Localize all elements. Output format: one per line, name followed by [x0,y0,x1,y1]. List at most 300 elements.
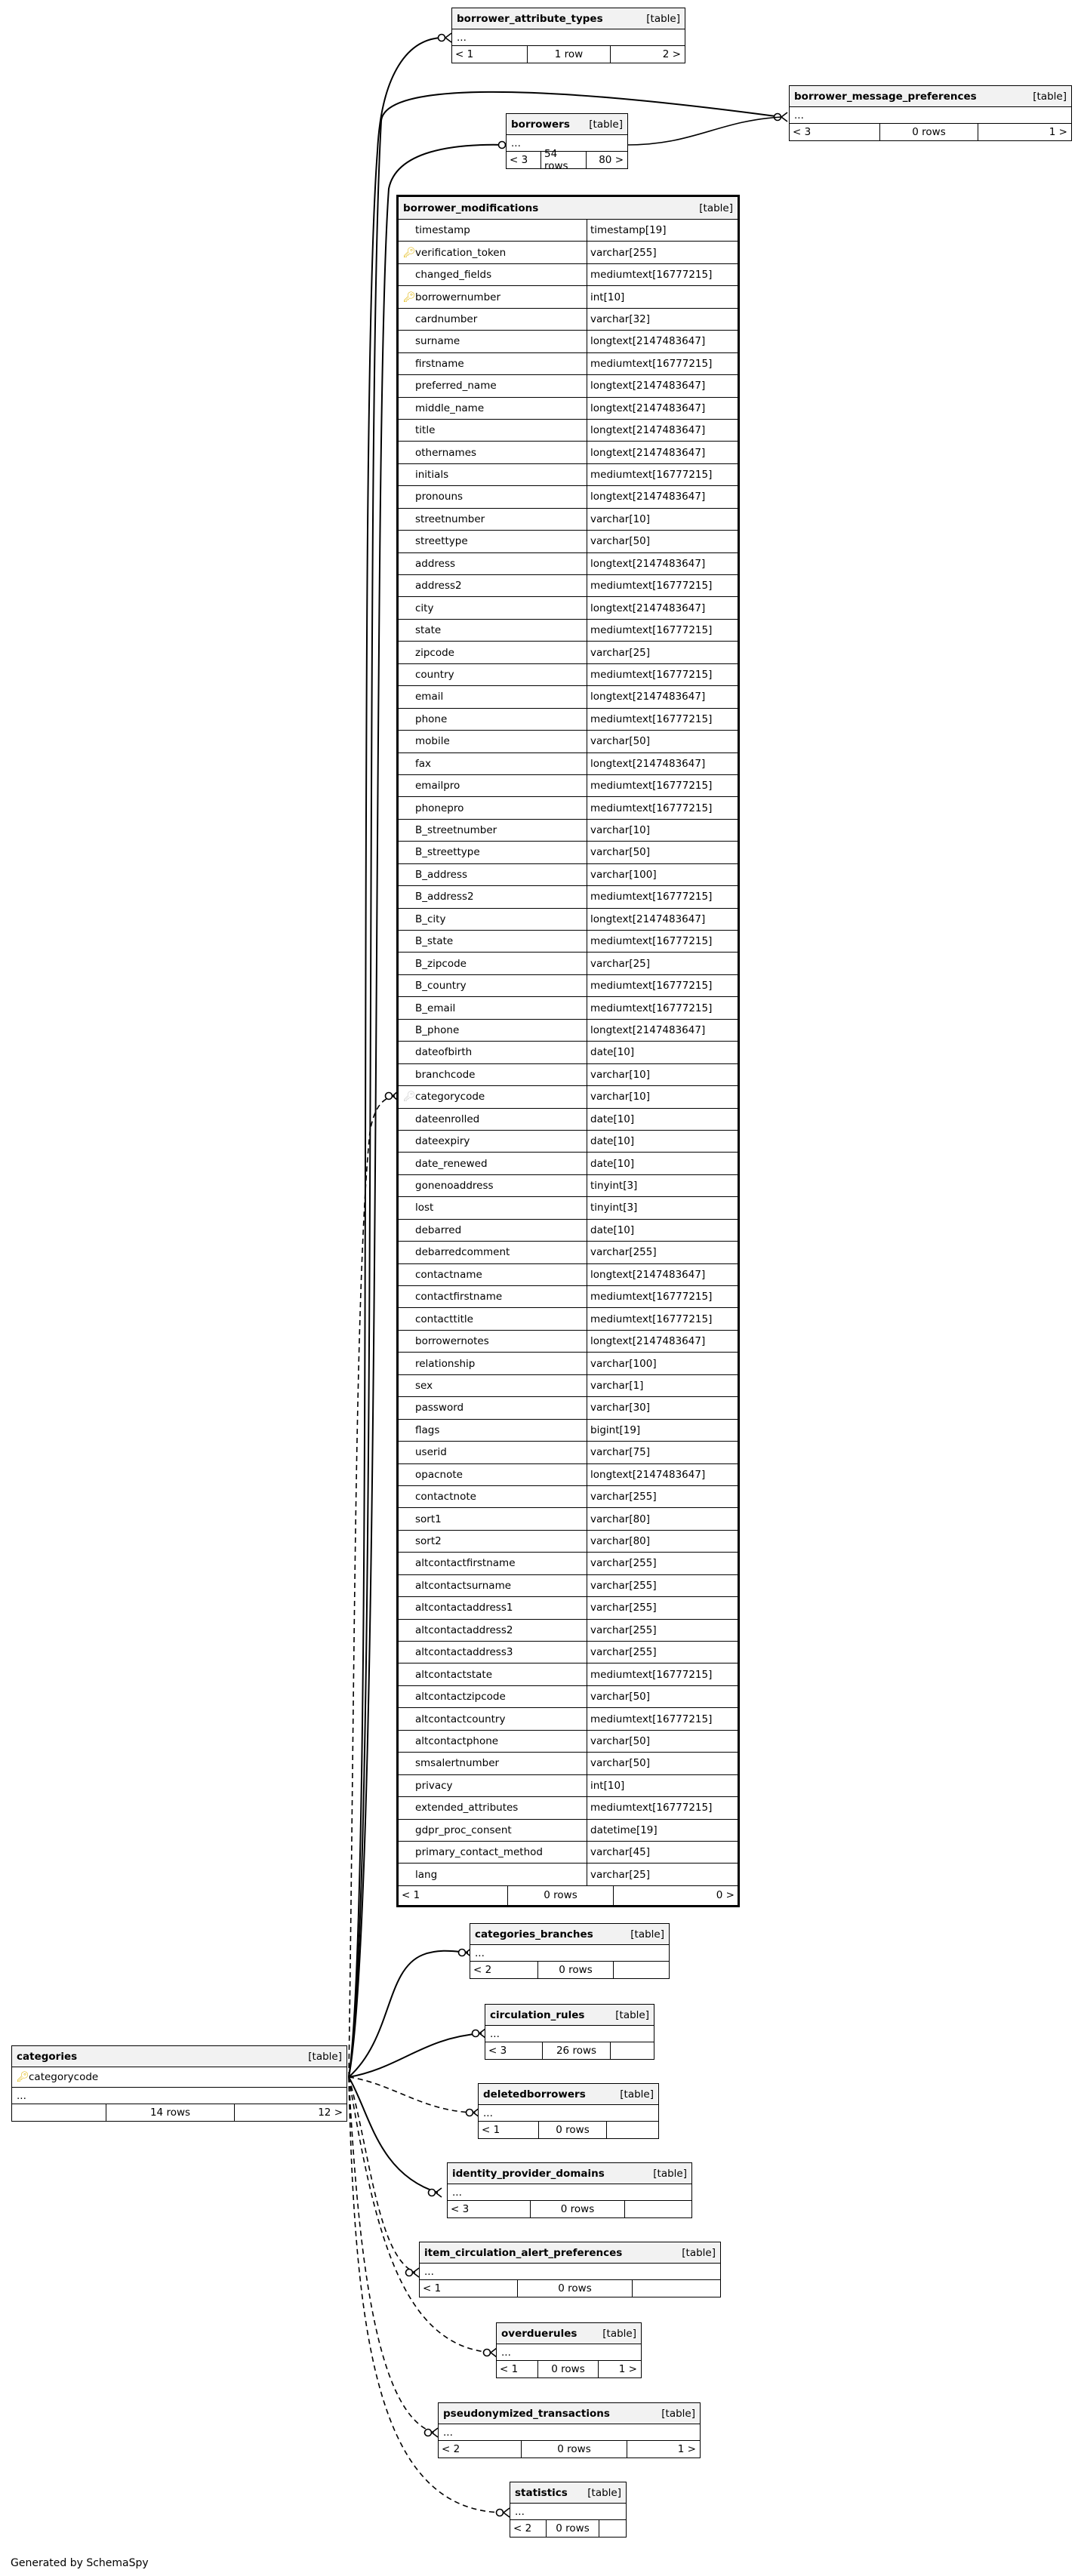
column-type: mediumtext[16777215] [590,269,713,282]
column-row [399,1420,738,1442]
table-kind: [table] [661,2407,695,2420]
column-type: varchar[255] [590,1623,657,1636]
table-footer [470,1962,669,1978]
column-name: altcontactzipcode [415,1691,506,1703]
edge-end-marker [386,1093,393,1100]
table-footer [452,46,685,63]
parents-link[interactable]: < 3 [790,124,880,140]
children-link[interactable] [625,2201,691,2217]
column-type: varchar[25] [590,957,651,970]
table-identity-provider-domains[interactable] [447,2162,692,2218]
table-header [479,2084,658,2105]
column-row [399,264,738,286]
column-type: varchar[25] [590,1868,651,1881]
table-kind: [table] [1033,90,1067,103]
column-type: varchar[50] [590,846,651,859]
column-row [399,1264,738,1286]
column-row [399,553,738,575]
column-name: contactfirstname [415,1291,503,1303]
column-type: mediumtext[16777215] [590,712,713,725]
column-name: dateexpiry [415,1135,470,1148]
column-type: timestamp[19] [590,224,667,237]
column-name: sort1 [415,1513,442,1525]
table-ellipsis: ... [12,2088,346,2104]
table-footer [497,2361,641,2377]
column-name: contactnote [415,1491,476,1503]
column-type: longtext[2147483647] [590,491,706,503]
generated-by-note: Generated by SchemaSpy [11,2557,149,2569]
column-row [399,1486,738,1508]
column-row [399,731,738,752]
column-list [399,220,738,1886]
column-type: varchar[50] [590,535,651,548]
table-statistics[interactable] [510,2482,627,2538]
column-row [399,1175,738,1197]
table-kind: [table] [587,2486,621,2499]
column-row [399,597,738,619]
parents-link[interactable]: < 3 [507,152,541,168]
row-count: 0 rows [508,1886,614,1905]
table-borrower-attribute-types[interactable] [451,8,685,63]
column-type: varchar[75] [590,1446,651,1459]
children-link[interactable]: 80 > [599,154,624,166]
table-borrowers[interactable] [506,113,628,172]
table-overduerules[interactable] [496,2322,642,2378]
children-link[interactable] [633,2280,719,2297]
column-name: B_address2 [415,891,474,903]
table-kind: [table] [653,2167,687,2180]
table-footer [448,2201,691,2217]
column-name: B_state [415,935,454,948]
column-type: varchar[10] [590,824,651,837]
column-row [399,1353,738,1374]
column-name: B_email [415,1002,456,1014]
table-categories-branches[interactable] [470,1923,670,1979]
column-name: B_zipcode [415,957,467,970]
parents-link[interactable]: < 1 [479,2122,539,2138]
column-type: varchar[100] [590,1357,657,1370]
table-name[interactable]: item_circulation_alert_preferences [424,2246,623,2259]
parents-link[interactable]: < 1 [399,1886,508,1905]
column-type: varchar[80] [590,1513,651,1525]
column-row [399,997,738,1019]
column-type: mediumtext[16777215] [590,780,713,792]
table-deletedborrowers[interactable] [478,2083,659,2139]
table-ellipsis: ... [479,2105,658,2122]
row-count: 1 row [528,46,611,63]
column-name: timestamp [415,224,470,237]
children-link[interactable]: 12 > [318,2107,343,2119]
column-row [399,1797,738,1819]
table-ellipsis: ... [485,2026,654,2042]
column-type: longtext[2147483647] [590,602,706,614]
parents-link[interactable]: < 3 [448,2201,531,2217]
edge-end-marker [429,2190,436,2196]
column-row [399,1442,738,1463]
column-type: varchar[255] [590,1579,657,1592]
column-type: date[10] [590,1157,635,1170]
column-name: altcontactsurname [415,1579,512,1592]
column-name: borrowernotes [415,1335,489,1348]
table-borrower-modifications[interactable] [396,195,740,1907]
table-name[interactable]: overduerules [501,2327,577,2340]
column-type: mediumtext[16777215] [590,1002,713,1014]
column-type: mediumtext[16777215] [590,624,713,637]
column-name: userid [415,1446,447,1459]
column-name: B_streetnumber [415,824,497,837]
column-row [399,1775,738,1797]
crowfoot [432,2428,438,2437]
column-row [399,1286,738,1308]
column-type: varchar[10] [590,1068,651,1081]
edge-end-marker [406,2270,413,2276]
table-header [448,2163,691,2184]
column-name: altcontactaddress2 [415,1623,513,1636]
column-name: B_streettype [415,846,480,859]
column-row [399,331,738,352]
column-name: opacnote [415,1468,463,1481]
column-row [399,886,738,908]
column-type: date[10] [590,1223,635,1236]
column-type: varchar[10] [590,1091,651,1103]
parents-link[interactable]: < 2 [470,1962,538,1978]
column-name: cardnumber [415,312,478,325]
table-kind: [table] [630,1928,664,1940]
table-footer [420,2280,720,2297]
edge-categories-branches [349,1951,468,2077]
row-count: 26 rows [543,2042,611,2059]
primary-key-icon: 🔑︎ [402,291,416,303]
column-type: longtext[2147483647] [590,1335,706,1348]
column-name: gonenoaddress [415,1180,494,1193]
column-row [399,797,738,819]
column-name: address2 [415,580,462,592]
column-type: mediumtext[16777215] [590,1668,713,1681]
table-footer [510,2520,626,2537]
column-row [399,486,738,508]
column-type: mediumtext[16777215] [590,980,713,993]
children-link[interactable]: 1 > [677,2443,696,2455]
column-type: varchar[255] [590,1246,657,1259]
column-name: phonepro [415,802,464,814]
column-row [399,953,738,974]
column-name: city [415,602,434,614]
table-circulation-rules[interactable] [485,2004,654,2060]
column-type: mediumtext[16777215] [590,1713,713,1725]
table-name[interactable]: deletedborrowers [483,2088,586,2101]
column-name: lost [415,1202,434,1214]
table-name[interactable]: borrower_attribute_types [457,12,603,25]
column-name: B_phone [415,1023,460,1036]
column-name: branchcode [415,1068,476,1081]
column-type: varchar[50] [590,1734,651,1747]
column-type: int[10] [590,291,625,303]
table-ellipsis: ... [439,2424,700,2441]
table-header [439,2403,700,2424]
column-type: longtext[2147483647] [590,913,706,925]
table-footer [479,2122,658,2138]
column-type: varchar[45] [590,1846,651,1859]
row-count: 0 rows [538,1962,614,1978]
parents-link[interactable]: < 1 [452,46,528,63]
table-categories[interactable] [11,2045,347,2122]
row-count: 0 rows [539,2122,607,2138]
table-footer [485,2042,654,2059]
column-row [399,1820,738,1842]
column-type: longtext[2147483647] [590,1023,706,1036]
column-type: tinyint[3] [590,1202,638,1214]
column-row [399,1220,738,1242]
parents-link[interactable]: < 1 [420,2280,518,2297]
column-name: state [415,624,442,637]
foreign-key-icon: 🔑︎ [402,1091,416,1103]
column-row [399,864,738,886]
edge-end-marker [459,1950,466,1956]
column-name: zipcode [415,646,454,659]
column-name: B_country [415,980,467,993]
column-name: altcontactfirstname [415,1557,516,1570]
table-ellipsis: ... [452,29,685,46]
children-link[interactable] [614,1962,668,1978]
column-name: B_city [415,913,446,925]
column-name: lang [415,1868,438,1881]
column-name: categorycode [415,1091,485,1103]
column-type: varchar[100] [590,868,657,881]
column-name: privacy [415,1779,453,1792]
column-type: longtext[2147483647] [590,424,706,437]
column-name: mobile [415,735,450,748]
children-link[interactable] [607,2122,658,2138]
table-kind: [table] [699,202,733,214]
table-footer [399,1886,738,1905]
table-name[interactable]: categories_branches [475,1928,593,1940]
column-row [399,1153,738,1174]
column-type: varchar[25] [590,646,651,659]
table-ellipsis: ... [497,2344,641,2361]
column-type: tinyint[3] [590,1180,638,1193]
column-row [399,1642,738,1663]
column-row [399,220,738,242]
table-ellipsis: ... [420,2264,720,2280]
column-row [399,1531,738,1553]
column-row [399,1242,738,1263]
parents-link[interactable]: < 1 [497,2361,538,2377]
column-row [399,1708,738,1730]
table-name[interactable]: identity_provider_domains [452,2167,605,2180]
column-type: longtext[2147483647] [590,691,706,703]
column-row [399,1842,738,1864]
column-row [399,242,738,263]
table-name[interactable]: borrowers [511,118,570,131]
column-name: pronouns [415,491,464,503]
column-name: smsalertnumber [415,1757,500,1770]
column-name: altcontactphone [415,1734,499,1747]
children-link[interactable] [611,2042,653,2059]
primary-key-icon: 🔑︎ [402,246,416,259]
table-header [485,2005,654,2026]
column-name: contacttitle [415,1313,473,1325]
table-borrower-message-preferences[interactable] [789,85,1072,141]
edge-end-marker [467,2110,473,2116]
column-name: categorycode [29,2071,99,2083]
column-name: country [415,668,454,681]
column-name: altcontactaddress3 [415,1646,513,1659]
crowfoot [504,2508,510,2517]
column-name: relationship [415,1357,476,1370]
column-name: altcontactcountry [415,1713,506,1725]
column-name: fax [415,757,432,770]
column-type: varchar[80] [590,1535,651,1548]
table-pseudonymized-transactions[interactable] [438,2402,701,2458]
column-type: varchar[50] [590,1757,651,1770]
table-header [420,2242,720,2264]
column-name: address [415,557,456,570]
column-name: sort2 [415,1535,442,1548]
primary-key-icon: 🔑︎ [16,2071,29,2083]
column-type: varchar[255] [590,1491,657,1503]
table-header [510,2482,626,2504]
column-type: mediumtext[16777215] [590,1291,713,1303]
row-count: 0 rows [531,2201,625,2217]
edge-end-marker [425,2430,432,2436]
column-row [399,620,738,642]
table-ellipsis: ... [790,107,1071,124]
column-row [399,1308,738,1330]
table-item-circulation-alert-preferences[interactable] [419,2242,721,2297]
column-row [399,309,738,331]
table-name[interactable]: categories [17,2050,78,2063]
column-type: mediumtext[16777215] [590,891,713,903]
parents-link[interactable] [12,2104,106,2121]
column-row [399,1375,738,1397]
column-row [399,709,738,731]
column-name: altcontactaddress1 [415,1602,513,1614]
column-row [399,353,738,375]
column-name: verification_token [415,246,507,259]
column-name: phone [415,712,448,725]
column-row [399,1597,738,1619]
column-name: B_address [415,868,468,881]
column-name: streettype [415,535,468,548]
column-type: mediumtext[16777215] [590,1313,713,1325]
column-name: contactname [415,1268,482,1281]
table-header [12,2046,346,2067]
column-row [399,664,738,686]
table-footer [12,2104,346,2121]
table-footer [790,124,1071,140]
table-ellipsis: ... [470,1945,669,1962]
column-type: longtext[2147483647] [590,557,706,570]
edge-end-marker [499,142,506,149]
column-name: initials [415,469,449,482]
parents-link[interactable]: < 2 [510,2520,547,2537]
column-name: altcontactstate [415,1668,493,1681]
table-name[interactable]: statistics [515,2486,568,2499]
table-header [790,86,1071,107]
column-type: longtext[2147483647] [590,757,706,770]
column-type: mediumtext[16777215] [590,1802,713,1814]
column-row [399,1064,738,1086]
column-type: varchar[50] [590,735,651,748]
table-kind: [table] [602,2327,636,2340]
table-footer [439,2441,700,2458]
column-name: title [415,424,436,437]
table-name[interactable]: circulation_rules [490,2008,585,2021]
column-row [399,1042,738,1063]
parents-link[interactable]: < 2 [439,2441,522,2458]
children-link[interactable]: 1 > [1049,126,1067,138]
crowfoot [436,2188,442,2197]
column-type: varchar[255] [590,246,657,259]
table-kind: [table] [646,12,680,25]
column-type: longtext[2147483647] [590,446,706,459]
parents-link[interactable]: < 3 [485,2042,543,2059]
edge-borrowers-to-message-preferences [627,117,781,145]
column-row [399,1020,738,1042]
children-link[interactable] [599,2520,625,2537]
column-row [399,842,738,863]
table-header [399,197,738,220]
column-type: varchar[50] [590,1691,651,1703]
children-link[interactable]: 0 > [716,1889,735,1902]
column-row [399,1663,738,1685]
table-name[interactable]: borrower_modifications [403,202,539,214]
row-count: 0 rows [518,2280,633,2297]
column-name: preferred_name [415,380,497,392]
table-header [470,1924,669,1945]
row-count: 14 rows [106,2104,235,2121]
column-row [399,1731,738,1753]
column-row [399,1086,738,1108]
table-name[interactable]: borrower_message_preferences [794,90,977,103]
column-type: date[10] [590,1113,635,1125]
column-type: bigint[19] [590,1423,641,1436]
column-row [399,1753,738,1774]
column-name: streetnumber [415,512,485,525]
table-ellipsis: ... [510,2504,626,2520]
column-row [399,820,738,842]
column-row [399,686,738,708]
row-count: 0 rows [547,2520,599,2537]
column-row [399,286,738,308]
column-type: longtext[2147483647] [590,1268,706,1281]
row-count: 0 rows [880,124,978,140]
column-type: longtext[2147483647] [590,380,706,392]
column-row [399,575,738,597]
column-row [399,642,738,663]
column-row [399,753,738,775]
column-row [12,2067,346,2088]
children-link[interactable]: 1 > [618,2363,637,2375]
edge-end-marker [473,2030,479,2037]
crowfoot [781,112,787,122]
edge-end-marker [439,35,445,42]
column-type: mediumtext[16777215] [590,802,713,814]
table-header [497,2323,641,2344]
column-type: datetime[19] [590,1824,658,1836]
column-row [399,442,738,463]
column-name: debarred [415,1223,462,1236]
column-row [399,531,738,552]
column-name: primary_contact_method [415,1846,543,1859]
column-row [399,398,738,420]
edge-end-marker [497,2510,504,2516]
table-name[interactable]: pseudonymized_transactions [443,2407,610,2420]
row-count: 0 rows [538,2361,599,2377]
crowfoot [413,2268,419,2277]
column-type: varchar[255] [590,1646,657,1659]
children-link[interactable]: 2 > [662,48,681,60]
